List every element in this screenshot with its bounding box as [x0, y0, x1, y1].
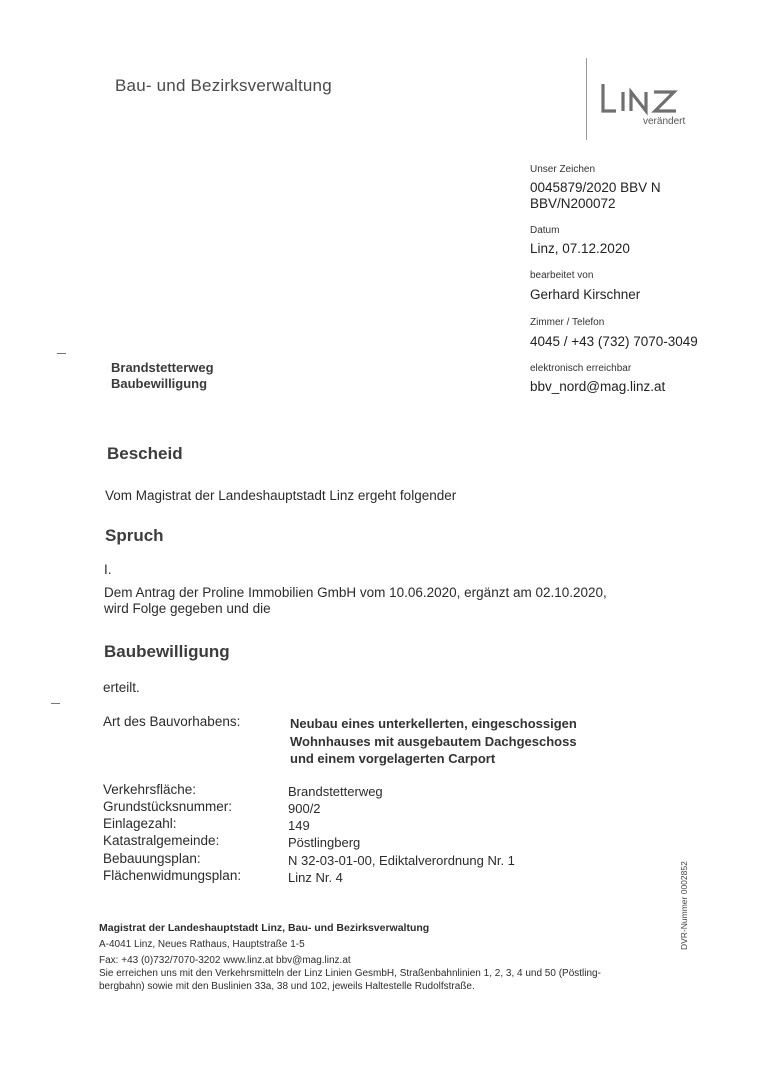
department-title: Bau- und Bezirksverwaltung [115, 76, 332, 95]
subject-street: Brandstetterweg [111, 360, 214, 375]
date-label: Datum [530, 225, 560, 236]
detail-value: N 32-03-01-00, Ediktalverordnung Nr. 1 [288, 853, 515, 868]
linz-logo-icon [600, 80, 682, 116]
granted-text: erteilt. [103, 680, 140, 695]
heading-baubewilligung: Baubewilligung [104, 642, 230, 661]
header-divider [586, 58, 587, 140]
email-value: bbv_nord@mag.linz.at [530, 379, 666, 394]
detail-label: Katastralgemeinde: [103, 833, 220, 848]
decision-text-line1: Dem Antrag der Proline Immobilien GmbH vom 10.06.2020, ergänzt am 02.10.2020, [104, 585, 607, 600]
detail-label: Verkehrsfläche: [103, 782, 197, 797]
reference-number: 0045879/2020 BBV N [530, 180, 661, 195]
email-label: elektronisch erreichbar [530, 363, 632, 374]
project-type-line3: und einem vorgelagerten Carport [290, 751, 496, 766]
heading-spruch: Spruch [105, 526, 164, 545]
room-phone-label: Zimmer / Telefon [530, 317, 605, 328]
margin-mark [57, 353, 66, 354]
heading-bescheid: Bescheid [107, 444, 183, 463]
project-type-line2: Wohnhauses mit ausgebautem Dachgeschoss [290, 734, 577, 749]
footer-transit-line2: bergbahn) sowie mit den Buslinien 33a, 38 und 102, jeweils Haltestelle Rudolfstraße. [99, 981, 475, 992]
project-type-label: Art des Bauvorhabens: [103, 714, 241, 729]
detail-value: Pöstlingberg [288, 835, 361, 850]
section-number: I. [104, 562, 112, 577]
footer-address: A-4041 Linz, Neues Rathaus, Hauptstraße 1-5 [99, 939, 305, 950]
footer-transit-line1: Sie erreichen uns mit den Verkehrsmitteln der Linz Linien GesmbH, Straßenbahnlinien 1, 2, 3, 4 und 50 (Pöstling- [99, 968, 601, 979]
handler-name: Gerhard Kirschner [530, 287, 641, 302]
reference-code: BBV/N200072 [530, 196, 616, 211]
detail-label: Bebauungsplan: [103, 851, 201, 866]
detail-value: Brandstetterweg [288, 784, 383, 799]
detail-label: Flächenwidmungsplan: [103, 868, 242, 883]
margin-mark [51, 703, 60, 704]
reference-label: Unser Zeichen [530, 164, 596, 175]
footer-contact: Fax: +43 (0)732/7070-3202 www.linz.at bbv@mag.linz.at [99, 955, 351, 966]
room-phone-value: 4045 / +43 (732) 7070-3049 [530, 334, 698, 349]
detail-label: Einlagezahl: [103, 816, 177, 831]
intro-text: Vom Magistrat der Landeshauptstadt Linz ergeht folgender [105, 488, 457, 503]
project-type-line1: Neubau eines unterkellerten, eingeschossigen [290, 716, 577, 731]
handler-label: bearbeitet von [530, 270, 594, 281]
subject-type: Baubewilligung [111, 376, 208, 391]
decision-text-line2: wird Folge gegeben und die [104, 601, 271, 616]
date-value: Linz, 07.12.2020 [530, 241, 630, 256]
detail-value: 149 [288, 818, 310, 833]
detail-value: 900/2 [288, 801, 321, 816]
footer-organization: Magistrat der Landeshauptstadt Linz, Bau- und Bezirksverwaltung [99, 922, 430, 934]
detail-value: Linz Nr. 4 [288, 870, 343, 885]
detail-label: Grundstücksnummer: [103, 799, 233, 814]
dvr-number: DVR-Nummer 0002852 [679, 861, 689, 950]
logo-tagline: verändert [643, 116, 686, 127]
